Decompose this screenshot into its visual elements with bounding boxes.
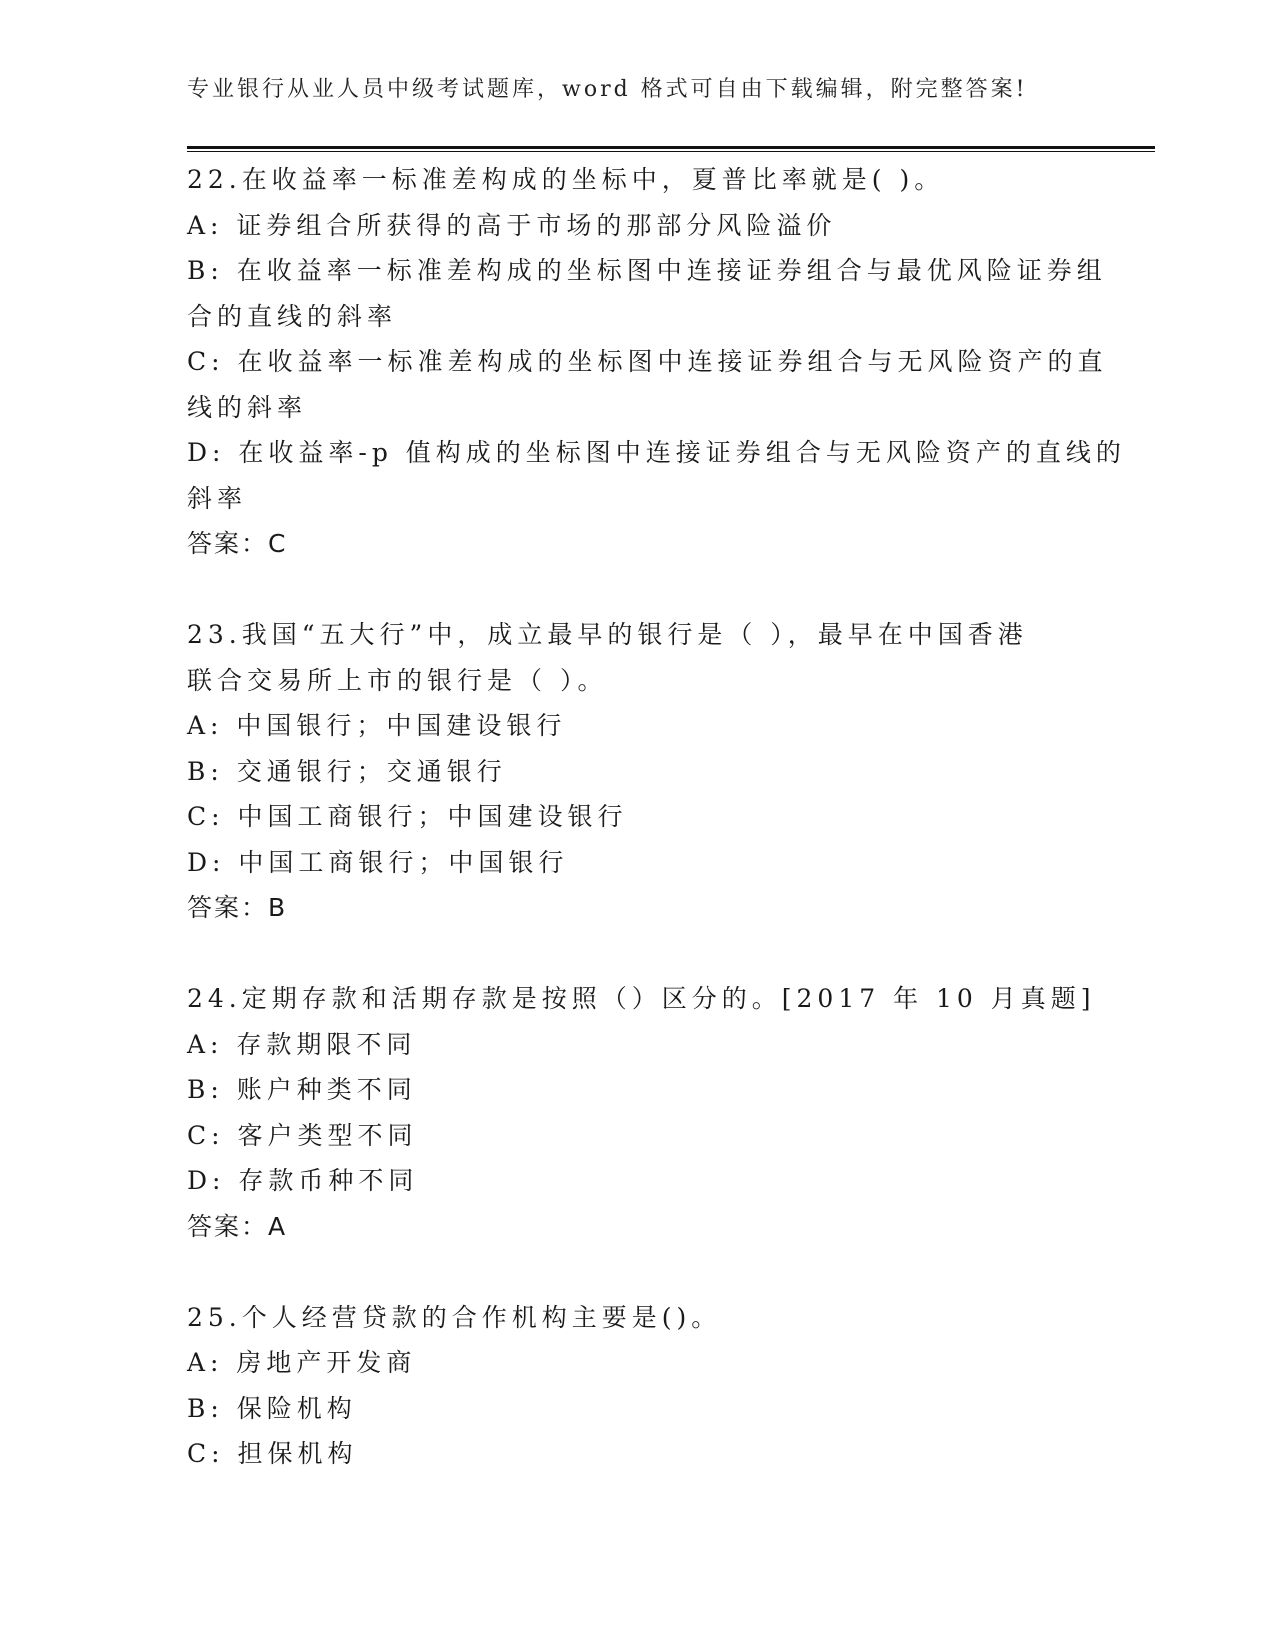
- answer: 答案：A: [187, 1211, 288, 1241]
- option-d: D: 存款币种不同: [187, 1166, 419, 1195]
- option-c-cont: 线的斜率: [187, 392, 308, 422]
- option-a: A: 证券组合所获得的高于市场的那部分风险溢价: [187, 210, 837, 240]
- option-b: B: 在收益率一标准差构成的坐标图中连接证券组合与最优风险证券组: [187, 256, 1107, 285]
- spacer: [187, 567, 1087, 613]
- option-b: B: 账户种类不同: [187, 1075, 417, 1104]
- answer: 答案：B: [187, 893, 288, 922]
- option-c: C: 担保机构: [187, 1439, 358, 1468]
- spacer: [187, 931, 1087, 977]
- page-header: 专业银行从业人员中级考试题库，word 格式可自由下载编辑，附完整答案!: [187, 77, 1028, 102]
- question-stem: 25.个人经营贷款的合作机构主要是()。: [187, 1302, 722, 1332]
- question-stem: 22.在收益率一标准差构成的坐标中，夏普比率就是( )。: [187, 165, 945, 194]
- question-list: [187, 157, 1126, 1477]
- option-a: A: 存款期限不同: [187, 1029, 417, 1059]
- spacer: [187, 1249, 1087, 1295]
- question-stem: 24.定期存款和活期存款是按照（）区分的。[2017 年 10 月真题]: [187, 984, 1096, 1013]
- option-c: C: 中国工商银行；中国建设银行: [187, 802, 628, 831]
- option-d-cont: 斜率: [187, 483, 248, 513]
- option-b: B: 保险机构: [187, 1393, 357, 1423]
- option-c: C: 客户类型不同: [187, 1120, 418, 1150]
- header-rule-thin: [187, 151, 1155, 152]
- option-a: A: 中国银行；中国建设银行: [187, 711, 567, 740]
- answer: 答案：C: [187, 529, 288, 558]
- question-22: [187, 157, 1126, 567]
- question-stem-cont: 联合交易所上市的银行是（ ）。: [187, 665, 608, 695]
- option-a: A: 房地产开发商: [187, 1348, 417, 1377]
- question-23: [187, 612, 1087, 931]
- question-stem: 23.我国“五大行”中，成立最早的银行是（ ），最早在中国香港: [187, 620, 1028, 649]
- option-b: B: 交通银行；交通银行: [187, 756, 507, 786]
- question-24: [187, 976, 1096, 1249]
- option-b-cont: 合的直线的斜率: [187, 301, 398, 331]
- header-rule-thick: [187, 146, 1155, 149]
- option-d: D: 在收益率-p 值构成的坐标图中连接证券组合与无风险资产的直线的: [187, 438, 1126, 467]
- option-d: D: 中国工商银行；中国银行: [187, 847, 569, 877]
- question-25: [187, 1295, 1087, 1477]
- option-c: C: 在收益率一标准差构成的坐标图中连接证券组合与无风险资产的直: [187, 347, 1108, 376]
